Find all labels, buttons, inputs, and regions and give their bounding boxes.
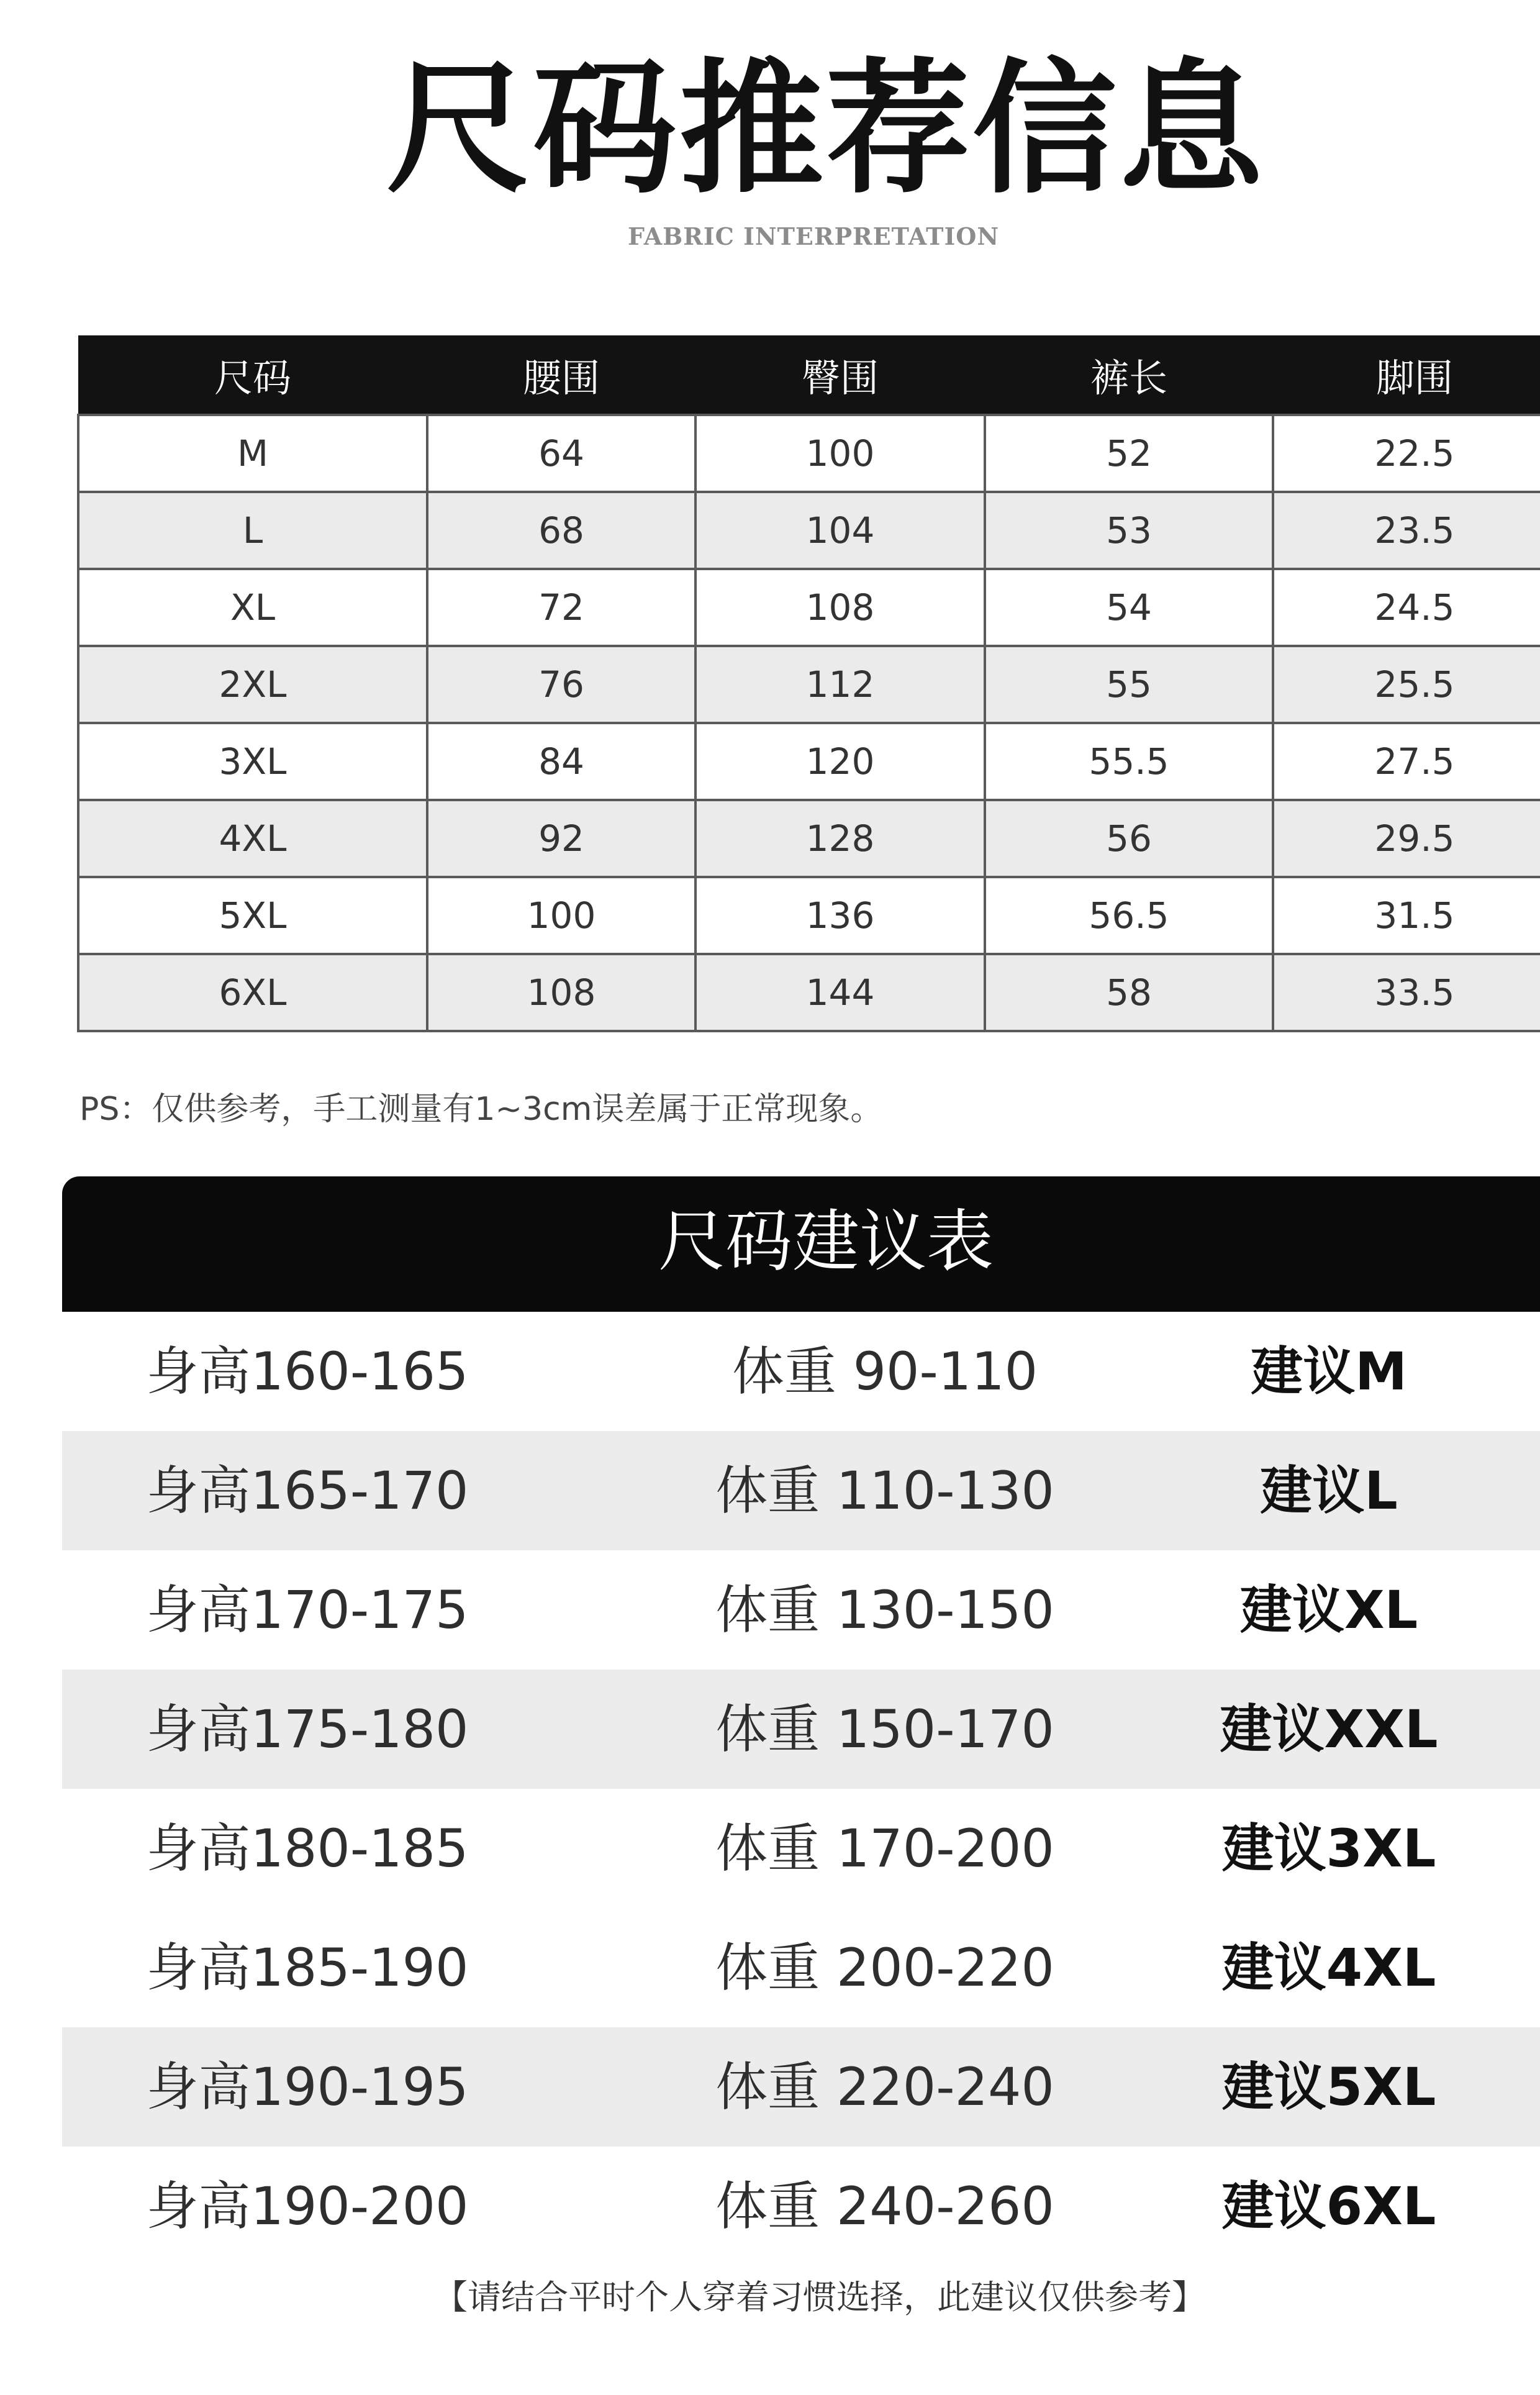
- recommend-row: [62, 1789, 1540, 1908]
- footer-note: 【请结合平时个人穿着习惯选择，此建议仅供参考】: [434, 2278, 1205, 2317]
- table-cell: 5XL: [78, 877, 427, 954]
- height-range: 身高180-185: [146, 1818, 469, 1879]
- table-cell: 104: [695, 492, 985, 569]
- column-header-length: 裤长: [985, 335, 1273, 415]
- recommended-size: 建议5XL: [1221, 2056, 1436, 2117]
- table-cell: 56: [985, 800, 1273, 877]
- table-cell: 56.5: [985, 877, 1273, 954]
- table-row: [78, 569, 1540, 646]
- recommend-row: [62, 1908, 1540, 2027]
- table-cell: 100: [427, 877, 695, 954]
- table-cell: 136: [695, 877, 985, 954]
- table-cell: 120: [695, 723, 985, 800]
- table-cell: 29.5: [1273, 800, 1540, 877]
- recommended-size: 建议XXL: [1220, 1699, 1438, 1760]
- table-cell: 84: [427, 723, 695, 800]
- table-row: [78, 723, 1540, 800]
- table-row: [78, 877, 1540, 954]
- table-row: [78, 646, 1540, 723]
- table-cell: 100: [695, 415, 985, 492]
- table-cell: M: [78, 415, 427, 492]
- page-subtitle: FABRIC INTERPRETATION: [627, 222, 1000, 250]
- table-cell: 92: [427, 800, 695, 877]
- table-cell: L: [78, 492, 427, 569]
- table-cell: 68: [427, 492, 695, 569]
- column-header-waist: 腰围: [427, 335, 695, 415]
- table-cell: 128: [695, 800, 985, 877]
- recommended-size: 建议L: [1260, 1460, 1398, 1521]
- table-row: [78, 954, 1540, 1031]
- table-cell: XL: [78, 569, 427, 646]
- weight-range: 体重 130-150: [715, 1579, 1054, 1640]
- page-title: 尺码推荐信息: [386, 45, 1266, 213]
- table-cell: 6XL: [78, 954, 427, 1031]
- table-cell: 22.5: [1273, 415, 1540, 492]
- column-header-hip: 臀围: [695, 335, 985, 415]
- table-cell: 108: [427, 954, 695, 1031]
- height-range: 身高190-195: [146, 2056, 469, 2117]
- recommend-row: [62, 1550, 1540, 1670]
- table-cell: 55.5: [985, 723, 1273, 800]
- table-cell: 31.5: [1273, 877, 1540, 954]
- size-table-header-row: [78, 335, 1540, 415]
- measurement-note: PS：仅供参考，手工测量有1~3cm误差属于正常现象。: [79, 1091, 883, 1128]
- recommend-row: [62, 1312, 1540, 1431]
- table-cell: 24.5: [1273, 569, 1540, 646]
- table-cell: 27.5: [1273, 723, 1540, 800]
- size-table: [77, 335, 1540, 1032]
- height-range: 身高165-170: [146, 1460, 469, 1521]
- table-cell: 53: [985, 492, 1273, 569]
- table-row: [78, 492, 1540, 569]
- weight-range: 体重 110-130: [715, 1460, 1054, 1521]
- recommended-size: 建议4XL: [1221, 1937, 1436, 1998]
- table-cell: 64: [427, 415, 695, 492]
- table-row: [78, 415, 1540, 492]
- table-cell: 3XL: [78, 723, 427, 800]
- recommended-size: 建议3XL: [1221, 1818, 1436, 1879]
- column-header-hem: 脚围: [1273, 335, 1540, 415]
- table-cell: 108: [695, 569, 985, 646]
- weight-range: 体重 150-170: [715, 1699, 1054, 1760]
- weight-range: 体重 220-240: [715, 2056, 1054, 2117]
- weight-range: 体重 90-110: [732, 1341, 1038, 1402]
- recommended-size: 建议XL: [1239, 1579, 1418, 1640]
- recommend-row: [62, 1670, 1540, 1789]
- recommended-size: 建议6XL: [1221, 2176, 1436, 2237]
- recommend-row: [62, 2027, 1540, 2147]
- column-header-size: 尺码: [78, 335, 427, 415]
- table-cell: 54: [985, 569, 1273, 646]
- table-cell: 58: [985, 954, 1273, 1031]
- table-cell: 112: [695, 646, 985, 723]
- table-row: [78, 800, 1540, 877]
- height-range: 身高170-175: [146, 1579, 469, 1640]
- table-cell: 33.5: [1273, 954, 1540, 1031]
- recommend-row: [62, 1431, 1540, 1550]
- height-range: 身高160-165: [146, 1341, 469, 1402]
- height-range: 身高175-180: [146, 1699, 469, 1760]
- table-cell: 76: [427, 646, 695, 723]
- table-cell: 144: [695, 954, 985, 1031]
- table-cell: 52: [985, 415, 1273, 492]
- recommend-row: [62, 2147, 1540, 2266]
- table-cell: 72: [427, 569, 695, 646]
- table-cell: 4XL: [78, 800, 427, 877]
- table-cell: 55: [985, 646, 1273, 723]
- table-cell: 25.5: [1273, 646, 1540, 723]
- height-range: 身高190-200: [146, 2176, 469, 2237]
- weight-range: 体重 170-200: [715, 1818, 1054, 1879]
- weight-range: 体重 200-220: [715, 1937, 1054, 1998]
- recommended-size: 建议M: [1251, 1341, 1407, 1402]
- recommend-title: 尺码建议表: [658, 1203, 994, 1281]
- height-range: 身高185-190: [146, 1937, 469, 1998]
- weight-range: 体重 240-260: [715, 2176, 1054, 2237]
- table-cell: 23.5: [1273, 492, 1540, 569]
- table-cell: 2XL: [78, 646, 427, 723]
